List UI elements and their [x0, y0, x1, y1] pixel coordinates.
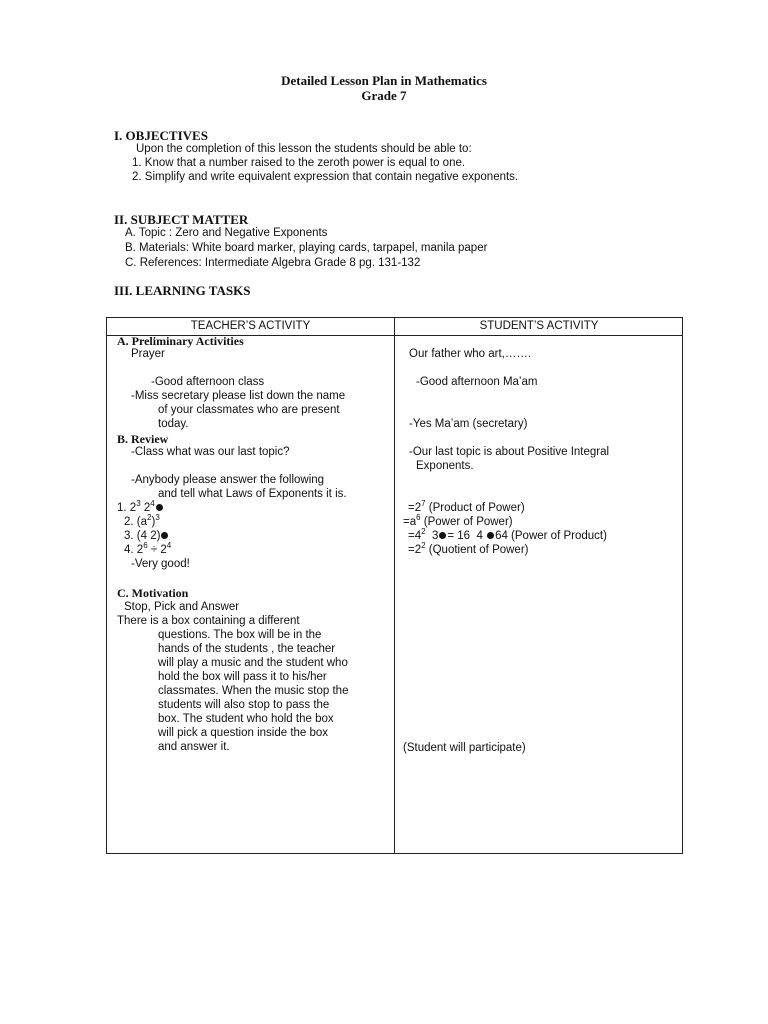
review-instruction-cont: and tell what Laws of Exponents it is.: [158, 488, 347, 500]
review-question: -Class what was our last topic?: [131, 446, 290, 458]
motivation-text-line: box. The student who hold the box: [158, 713, 334, 725]
table-column-divider: [394, 318, 395, 853]
review-heading: B. Review: [117, 432, 169, 446]
document-grade: Grade 7: [361, 88, 407, 103]
exercise-1: 1. $2^3$ $2^4$: [117, 502, 164, 514]
subject-item: A. Topic : Zero and Negative Exponents: [125, 227, 328, 239]
motivation-text-line: questions. The box will be in the: [158, 629, 322, 641]
student-secretary: -Yes Ma’am (secretary): [409, 418, 528, 430]
motivation-text-line: hands of the students , the teacher: [158, 643, 336, 655]
prelim-greet: -Good afternoon class: [151, 376, 265, 388]
teacher-column-header: TEACHER’S ACTIVITY: [190, 320, 311, 332]
motivation-text-line: classmates. When the music stop the: [158, 685, 349, 697]
student-prayer: Our father who art,…….: [409, 348, 532, 360]
answer-4: $=2^2$ (Quotient of Power): [408, 541, 529, 556]
exercise-3: 3. (4 2): [124, 530, 169, 542]
prelim-secretary: -Miss secretary please list down the name: [131, 390, 346, 402]
motivation-text-line: hold the box will pass it to his/her: [158, 671, 327, 683]
answer-3: $=4^2$ 3 = 16 4 64 (Power of Product): [408, 527, 607, 542]
prelim-secretary-cont: of your classmates who are present: [158, 404, 340, 416]
student-greet: -Good afternoon Ma’am: [416, 376, 538, 388]
student-topic-cont: Exponents.: [416, 460, 474, 472]
prelim-prayer: Prayer: [131, 348, 165, 360]
exercise-2: 2. $(a^2)^3$: [124, 513, 160, 528]
student-topic: -Our last topic is about Positive Integral: [409, 446, 610, 458]
subject-item: B. Materials: White board marker, playing cards, tarpapel, manila paper: [125, 242, 488, 254]
answer-1: $=2^7$ (Product of Power): [408, 499, 525, 514]
objectives-heading: I. OBJECTIVES: [114, 128, 208, 143]
motivation-text-line: students will also stop to pass the: [158, 699, 330, 711]
objectives-intro: Upon the completion of this lesson the students should be able to:: [136, 143, 472, 155]
motivation-text: There is a box containing a different: [117, 615, 300, 627]
tasks-heading: III. LEARNING TASKS: [114, 283, 251, 298]
subject-item: C. References: Intermediate Algebra Grade 8 pg. 131-132: [125, 257, 421, 269]
objective-item: 1. Know that a number raised to the zeroth power is equal to one.: [132, 157, 466, 169]
student-participate: (Student will participate): [403, 742, 526, 754]
motivation-text-line: and answer it.: [158, 741, 230, 753]
review-praise: -Very good!: [131, 558, 190, 570]
document-title: Detailed Lesson Plan in Mathematics: [281, 73, 487, 88]
motivation-text-line: will pick a question inside the box: [158, 727, 329, 739]
prelim-secretary-cont: today.: [158, 418, 189, 430]
prelim-heading: A. Preliminary Activities: [117, 334, 244, 348]
motivation-text-line: will play a music and the student who: [158, 657, 348, 669]
subject-heading: II. SUBJECT MATTER: [114, 212, 249, 227]
answer-2: $=a^6$ (Power of Power): [403, 513, 513, 528]
objective-item: 2. Simplify and write equivalent expression that contain negative exponents.: [132, 171, 519, 183]
student-column-header: STUDENT’S ACTIVITY: [479, 320, 599, 332]
review-instruction: -Anybody please answer the following: [131, 474, 325, 486]
motivation-activity-name: Stop, Pick and Answer: [124, 601, 240, 613]
exercise-4: 4. $2^6 \div 2^4$: [124, 541, 172, 556]
motivation-heading: C. Motivation: [117, 586, 189, 600]
